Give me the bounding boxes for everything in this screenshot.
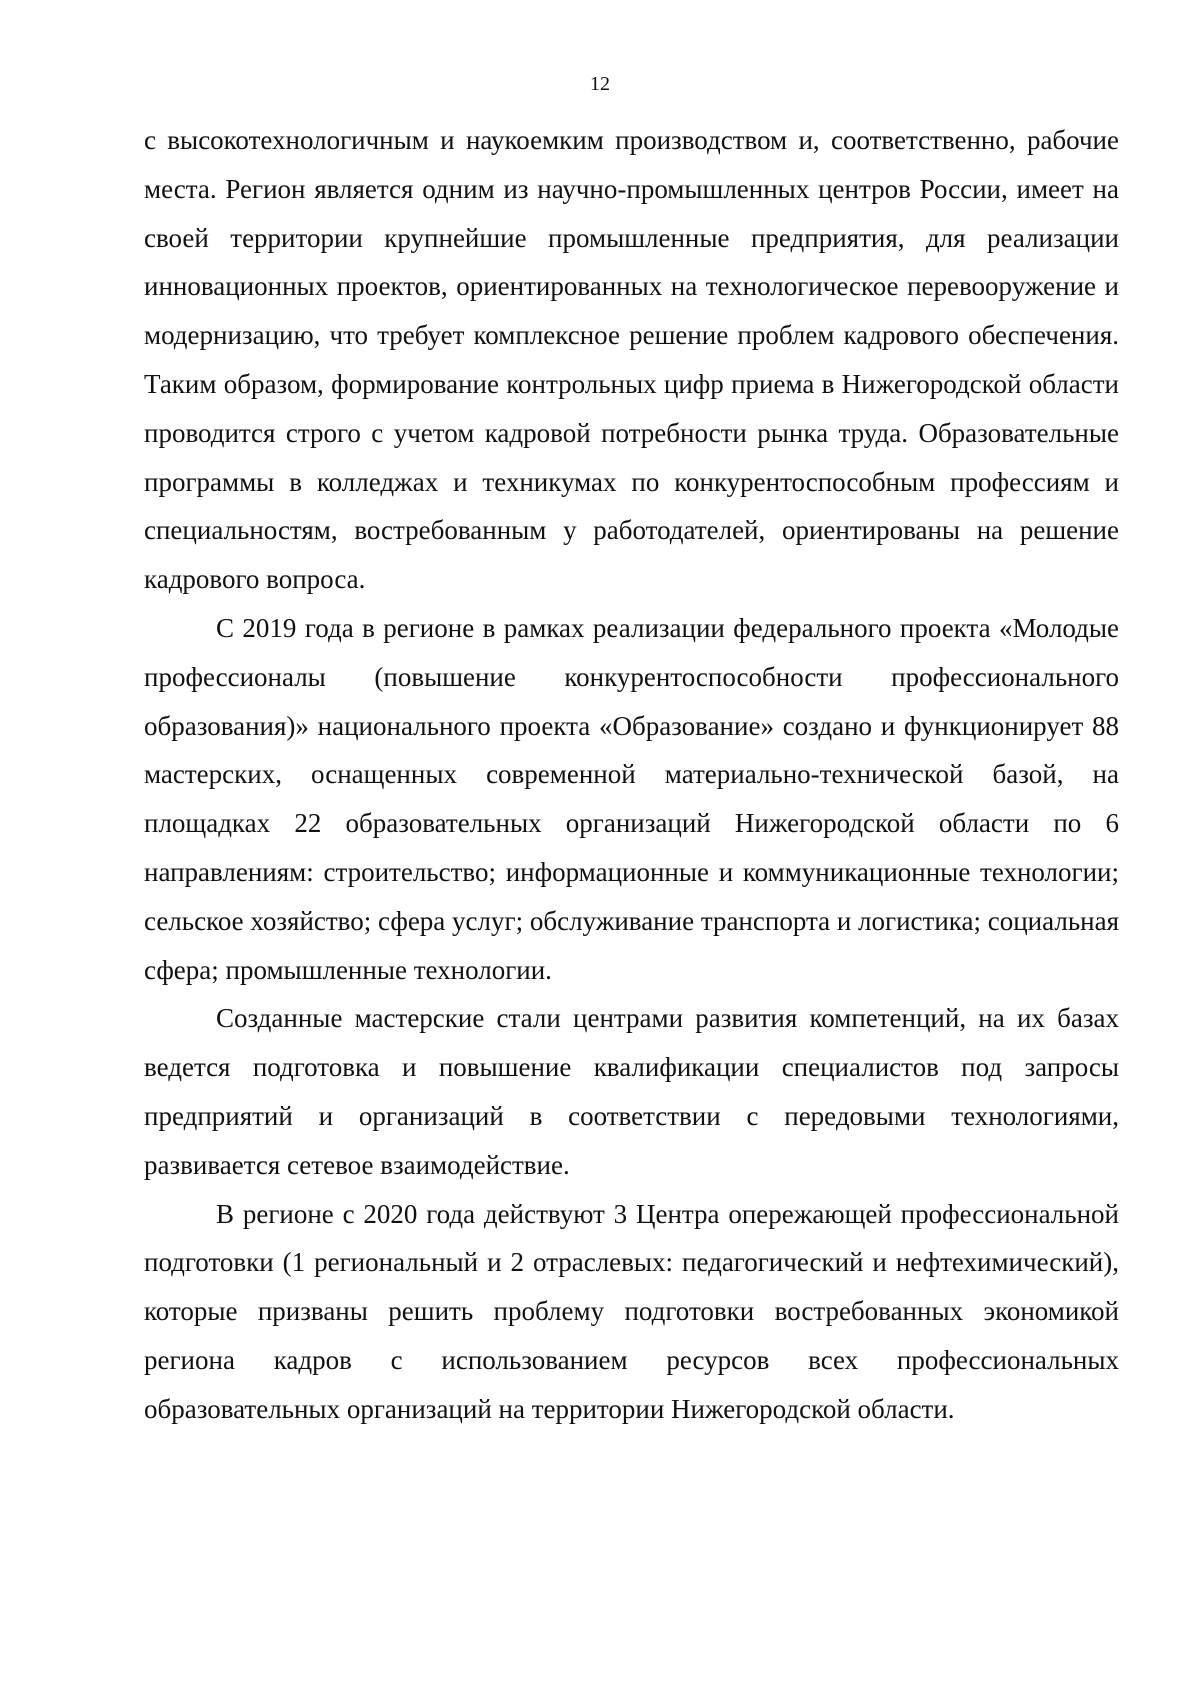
page-number: 12 — [590, 73, 610, 95]
document-body — [144, 116, 1119, 1434]
paragraph-advanced-training-centers: В регионе с 2020 года действуют 3 Центра опережающей профессиональной подготовки (1 региональный и 2 отраслевых: педагогический и нефтехимический), которые призваны решить проблему подготовки востребованных экономикой региона кадров с использованием ресурсов всех профессиональных образовательных организаций на территории Нижегородской области. — [144, 1198, 1119, 1424]
paragraph-federal-project: С 2019 года в регионе в рамках реализации федерального проекта «Молодые профессионалы (повышение конкурентоспособности профессионального образования)» национального проекта «Образование» создано и функционирует 88 мастерских, оснащенных современной материально-технической базой, на площадках 22 образовательных организаций Нижегородской области по 6 направлениям: строительство; информационные и коммуникационные технологии; сельское хозяйство; сфера услуг; обслуживание транспорта и логистика; социальная сфера; промышленные технологии. — [144, 612, 1119, 985]
paragraph-continuation: с высокотехнологичным и наукоемким производством и, соответственно, рабочие места. Регион является одним из научно-промышленных центров России, имеет на своей территории крупнейшие промышленные предприятия, для реализации инновационных проектов, ориентированных на технологическое перевооружение и модернизацию, что требует комплексное решение проблем кадрового обеспечения. Таким образом, формирование контрольных цифр приема в Нижегородской области проводится строго с учетом кадровой потребности рынка труда. Образовательные программы в колледжах и техникумах по конкурентоспособным профессиям и специальностям, востребованным у работодателей, ориентированы на решение кадрового вопроса. — [144, 125, 1119, 595]
paragraph-competence-centers: Созданные мастерские стали центрами развития компетенций, на их базах ведется подготовка и повышение квалификации специалистов под запросы предприятий и организаций в соответствии с передовыми технологиями, развивается сетевое взаимодействие. — [144, 1003, 1119, 1180]
